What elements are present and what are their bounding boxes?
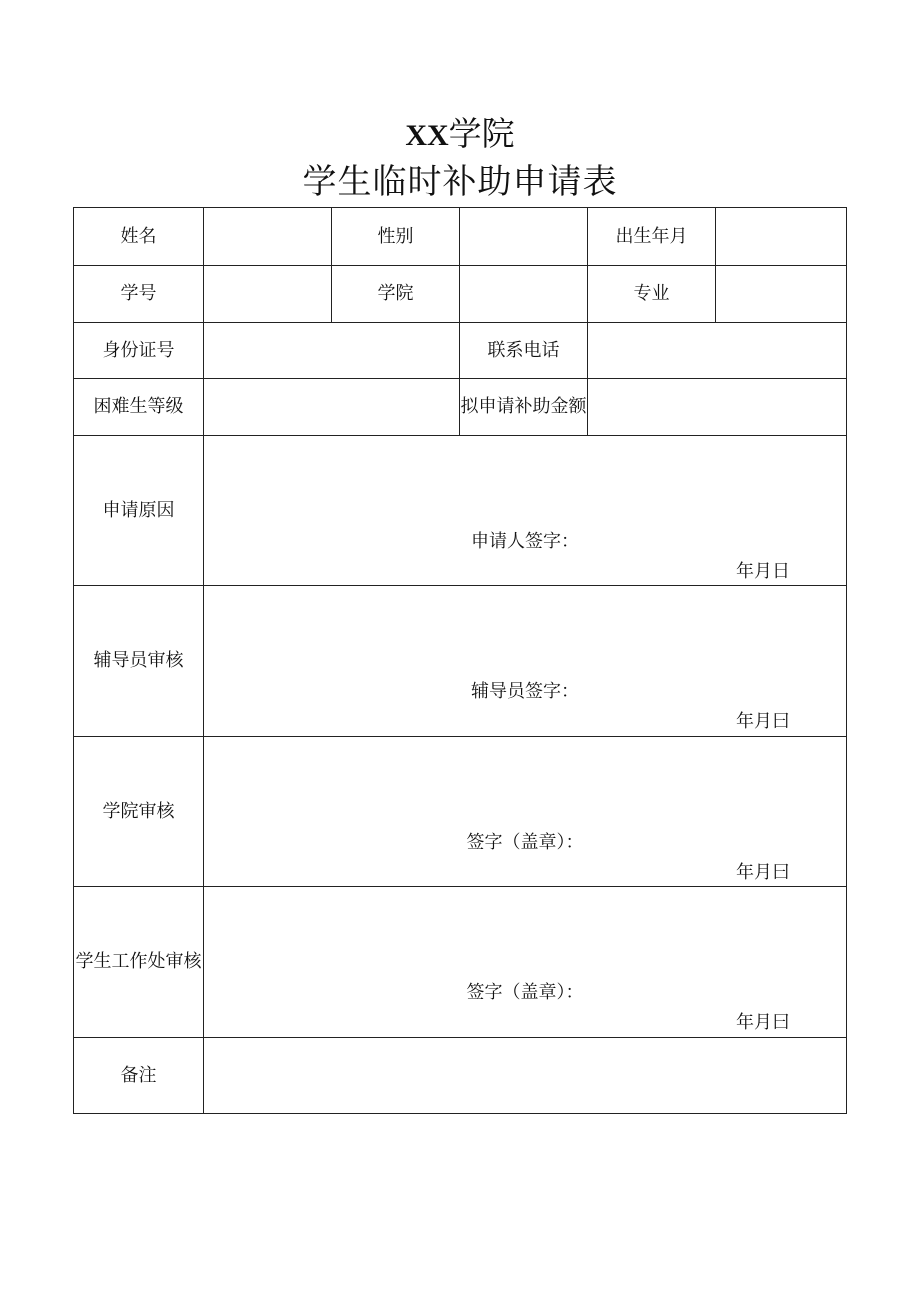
college-input[interactable]	[460, 266, 588, 323]
counselor-signature-label: 辅导员签字：	[471, 681, 579, 702]
remarks-area[interactable]	[204, 1038, 847, 1114]
birth-label: 出生年月	[588, 208, 716, 266]
remarks-label: 备注	[74, 1038, 204, 1114]
reason-label: 申请原因	[74, 436, 204, 586]
difficulty-level-input[interactable]	[204, 379, 460, 436]
gender-label: 性别	[332, 208, 460, 266]
difficulty-level-label: 困难生等级	[74, 379, 204, 436]
office-review-label: 学生工作处审核	[74, 887, 204, 1038]
name-input[interactable]	[204, 208, 332, 266]
birth-input[interactable]	[716, 208, 847, 266]
school-name: 学院	[448, 114, 515, 153]
name-label: 姓名	[74, 208, 204, 266]
major-input[interactable]	[716, 266, 847, 323]
student-id-input[interactable]	[204, 266, 332, 323]
id-number-input[interactable]	[204, 323, 460, 379]
college-label: 学院	[332, 266, 460, 323]
amount-input[interactable]	[588, 379, 847, 436]
college-review-area[interactable]	[204, 737, 847, 887]
college-date-label: 年月曰	[736, 862, 790, 883]
form-title: 学生临时补助申请表	[302, 162, 618, 202]
office-signature-label: 签字（盖章）：	[466, 982, 584, 1003]
school-prefix: XX	[405, 119, 449, 152]
id-number-label: 身份证号	[74, 323, 204, 379]
application-form-table	[73, 207, 847, 1114]
student-id-label: 学号	[74, 266, 204, 323]
reason-area[interactable]	[204, 436, 847, 586]
phone-input[interactable]	[588, 323, 847, 379]
office-date-label: 年月曰	[736, 1012, 790, 1033]
college-review-label: 学院审核	[74, 737, 204, 887]
office-review-area[interactable]	[204, 887, 847, 1038]
reason-date-label: 年月日	[736, 561, 790, 582]
school-title	[0, 112, 920, 158]
applicant-signature-label: 申请人签字：	[471, 531, 579, 552]
phone-label: 联系电话	[460, 323, 588, 379]
amount-label: 拟申请补助金额	[460, 379, 588, 436]
counselor-area[interactable]	[204, 586, 847, 737]
counselor-label: 辅导员审核	[74, 586, 204, 737]
gender-input[interactable]	[460, 208, 588, 266]
counselor-date-label: 年月曰	[736, 711, 790, 732]
major-label: 专业	[588, 266, 716, 323]
college-signature-label: 签字（盖章）：	[466, 832, 584, 853]
